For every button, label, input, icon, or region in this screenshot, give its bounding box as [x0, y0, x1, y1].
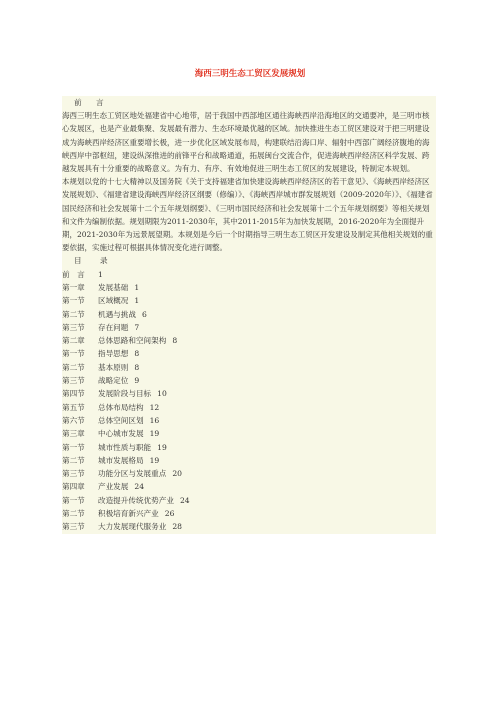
toc-entry[interactable] [62, 374, 436, 387]
toc-entry-page: 20 [172, 469, 183, 479]
toc-entry-title: 总体思路和空间架构 [98, 336, 167, 346]
toc-entry-number: 第三节 [62, 522, 85, 532]
toc-entry-title: 基本原则 [98, 362, 129, 372]
preface-paragraph-2: 本规划以党的十七大精神以及国务院《关于支持福建省加快建设海峡西岸经济区的若干意见》、《海峡西岸经济区发展规划》、《福建省建设海峡西岸经济区纲要（修编）》、《海峡西岸城市群发展规划（2009-2020年）》、《福建省国民经济和社会发展第十二个五年规划纲要》、《三明市国民经济和社会发展第十二个五年规划纲要》等相关规划和文件为编制依据。规划期限为2011-2030年，其中2011-2015年为加快发展期，2016-2020年为全面提升期，2021-2030年为远景展望期。本规划是今后一个时期指导三明生态工贸区开发建设及制定其他相关规划的重要依据，实施过程可根据具体情况变化进行调整。 [62, 177, 433, 253]
toc-entry-title: 发展基础 [98, 282, 129, 292]
toc-entry-number: 第三节 [62, 322, 85, 332]
toc-entry-title: 总体布局结构 [98, 402, 144, 412]
toc-entry-title: 机遇与挑战 [98, 309, 136, 319]
toc-entry-page: 1 [134, 282, 140, 292]
toc-entry-number: 第二节 [62, 309, 85, 319]
toc-entry-title: 城市性质与职能 [98, 442, 152, 452]
toc-entry-page: 10 [157, 389, 167, 399]
toc-entry-page: 19 [149, 429, 160, 439]
toc-entry-page: 6 [141, 309, 147, 319]
toc-entry-title: 发展阶段与目标 [98, 389, 152, 399]
toc-entry-number: 第二章 [62, 336, 85, 346]
document-title: 海西三明生态工贸区发展规划 [194, 69, 306, 79]
toc-entry-page: 8 [134, 349, 140, 359]
toc-entry-title: 总体空间区划 [98, 415, 144, 425]
toc-entry-number: 第六节 [62, 415, 85, 425]
table-of-contents [62, 268, 436, 534]
toc-entry-page: 12 [149, 402, 160, 412]
toc-entry-number: 第二节 [62, 508, 85, 518]
toc-entry-page: 1 [98, 269, 103, 279]
toc-entry-title: 大力发展现代服务业 [98, 522, 167, 532]
toc-entry[interactable] [62, 441, 436, 454]
toc-entry-number: 第五节 [62, 402, 85, 412]
toc-entry[interactable] [62, 520, 436, 533]
toc-entry-page: 8 [134, 362, 140, 372]
toc-entry[interactable] [62, 467, 436, 480]
toc-entry-title: 产业发展 [98, 482, 129, 492]
toc-entry-number: 第三节 [62, 469, 85, 479]
toc-entry-title: 存在问题 [98, 322, 129, 332]
toc-entry[interactable] [62, 281, 436, 294]
toc-entry[interactable] [62, 268, 436, 281]
toc-entry-page: 24 [179, 495, 190, 505]
toc-entry-title: 功能分区与发展重点 [98, 469, 167, 479]
toc-entry[interactable] [62, 387, 436, 400]
toc-entry-page: 28 [172, 522, 183, 532]
preface-heading: 前 言 [74, 98, 110, 107]
toc-entry-number: 前 言 [62, 269, 85, 279]
toc-entry-number: 第四节 [62, 389, 85, 399]
toc-entry[interactable] [62, 361, 436, 374]
toc-entry-page: 19 [157, 442, 167, 452]
toc-entry-title: 指导思想 [98, 349, 129, 359]
toc-entry[interactable] [62, 454, 436, 467]
toc-entry-number: 第三章 [62, 429, 85, 439]
toc-entry-number: 第四章 [62, 482, 85, 492]
toc-entry-title: 区域概况 [98, 296, 129, 306]
toc-entry-number: 第一节 [62, 442, 85, 452]
toc-entry-number: 第一节 [62, 349, 85, 359]
toc-entry[interactable] [62, 321, 436, 334]
toc-entry-page: 7 [134, 322, 140, 332]
toc-entry[interactable] [62, 507, 436, 520]
toc-entry-number: 第一章 [62, 282, 85, 292]
toc-entry-title: 积极培育新兴产业 [98, 508, 159, 518]
document-body [62, 96, 436, 534]
toc-entry-number: 第一节 [62, 296, 85, 306]
toc-entry[interactable] [62, 414, 436, 427]
toc-entry-title: 改造提升传统优势产业 [98, 495, 174, 505]
toc-entry-page: 1 [134, 296, 140, 306]
toc-entry[interactable] [62, 334, 436, 347]
toc-entry-number: 第三节 [62, 376, 85, 386]
toc-entry-page: 8 [172, 336, 178, 346]
toc-entry[interactable] [62, 401, 436, 414]
toc-entry[interactable] [62, 294, 436, 307]
toc-heading: 目 录 [74, 256, 116, 266]
toc-entry[interactable] [62, 427, 436, 440]
toc-entry-number: 第二节 [62, 362, 85, 372]
toc-entry-page: 19 [149, 455, 160, 465]
toc-entry[interactable] [62, 480, 436, 493]
toc-entry-page: 24 [134, 482, 145, 492]
toc-entry-title: 中心城市发展 [98, 429, 144, 439]
toc-entry-number: 第二节 [62, 455, 85, 465]
toc-entry[interactable] [62, 308, 436, 321]
toc-entry[interactable] [62, 494, 436, 507]
toc-entry-title: 城市发展格局 [98, 455, 144, 465]
toc-entry-page: 26 [164, 508, 175, 518]
toc-entry-number: 第一节 [62, 495, 85, 505]
toc-entry-page: 9 [134, 376, 140, 386]
toc-entry-title: 战略定位 [98, 376, 129, 386]
preface-paragraph-1: 海西三明生态工贸区地处福建省中心地带，居于我国中西部地区通往海峡西岸沿海地区的交通要冲，是三明市核心发展区，也是产业最集聚、发展最有潜力、生态环境最优越的区域。加快推进生态工贸区建设对于把三明建设成为海峡西岸经济区重要增长极，进一步优化区域发展布局，构建联结沿海口岸、辐射中西部广阔经济腹地的海峡西岸中部枢纽，建设纵深推进的前锋平台和战略通道，拓展闽台交流合作，促进海峡西岸经济区科学发展、跨越发展具有十分重要的战略意义。为有力、有序、有效地促进三明生态工贸区的发展建设，特制定本规划。 [62, 111, 430, 174]
toc-entry-page: 16 [149, 415, 160, 425]
toc-entry[interactable] [62, 347, 436, 360]
